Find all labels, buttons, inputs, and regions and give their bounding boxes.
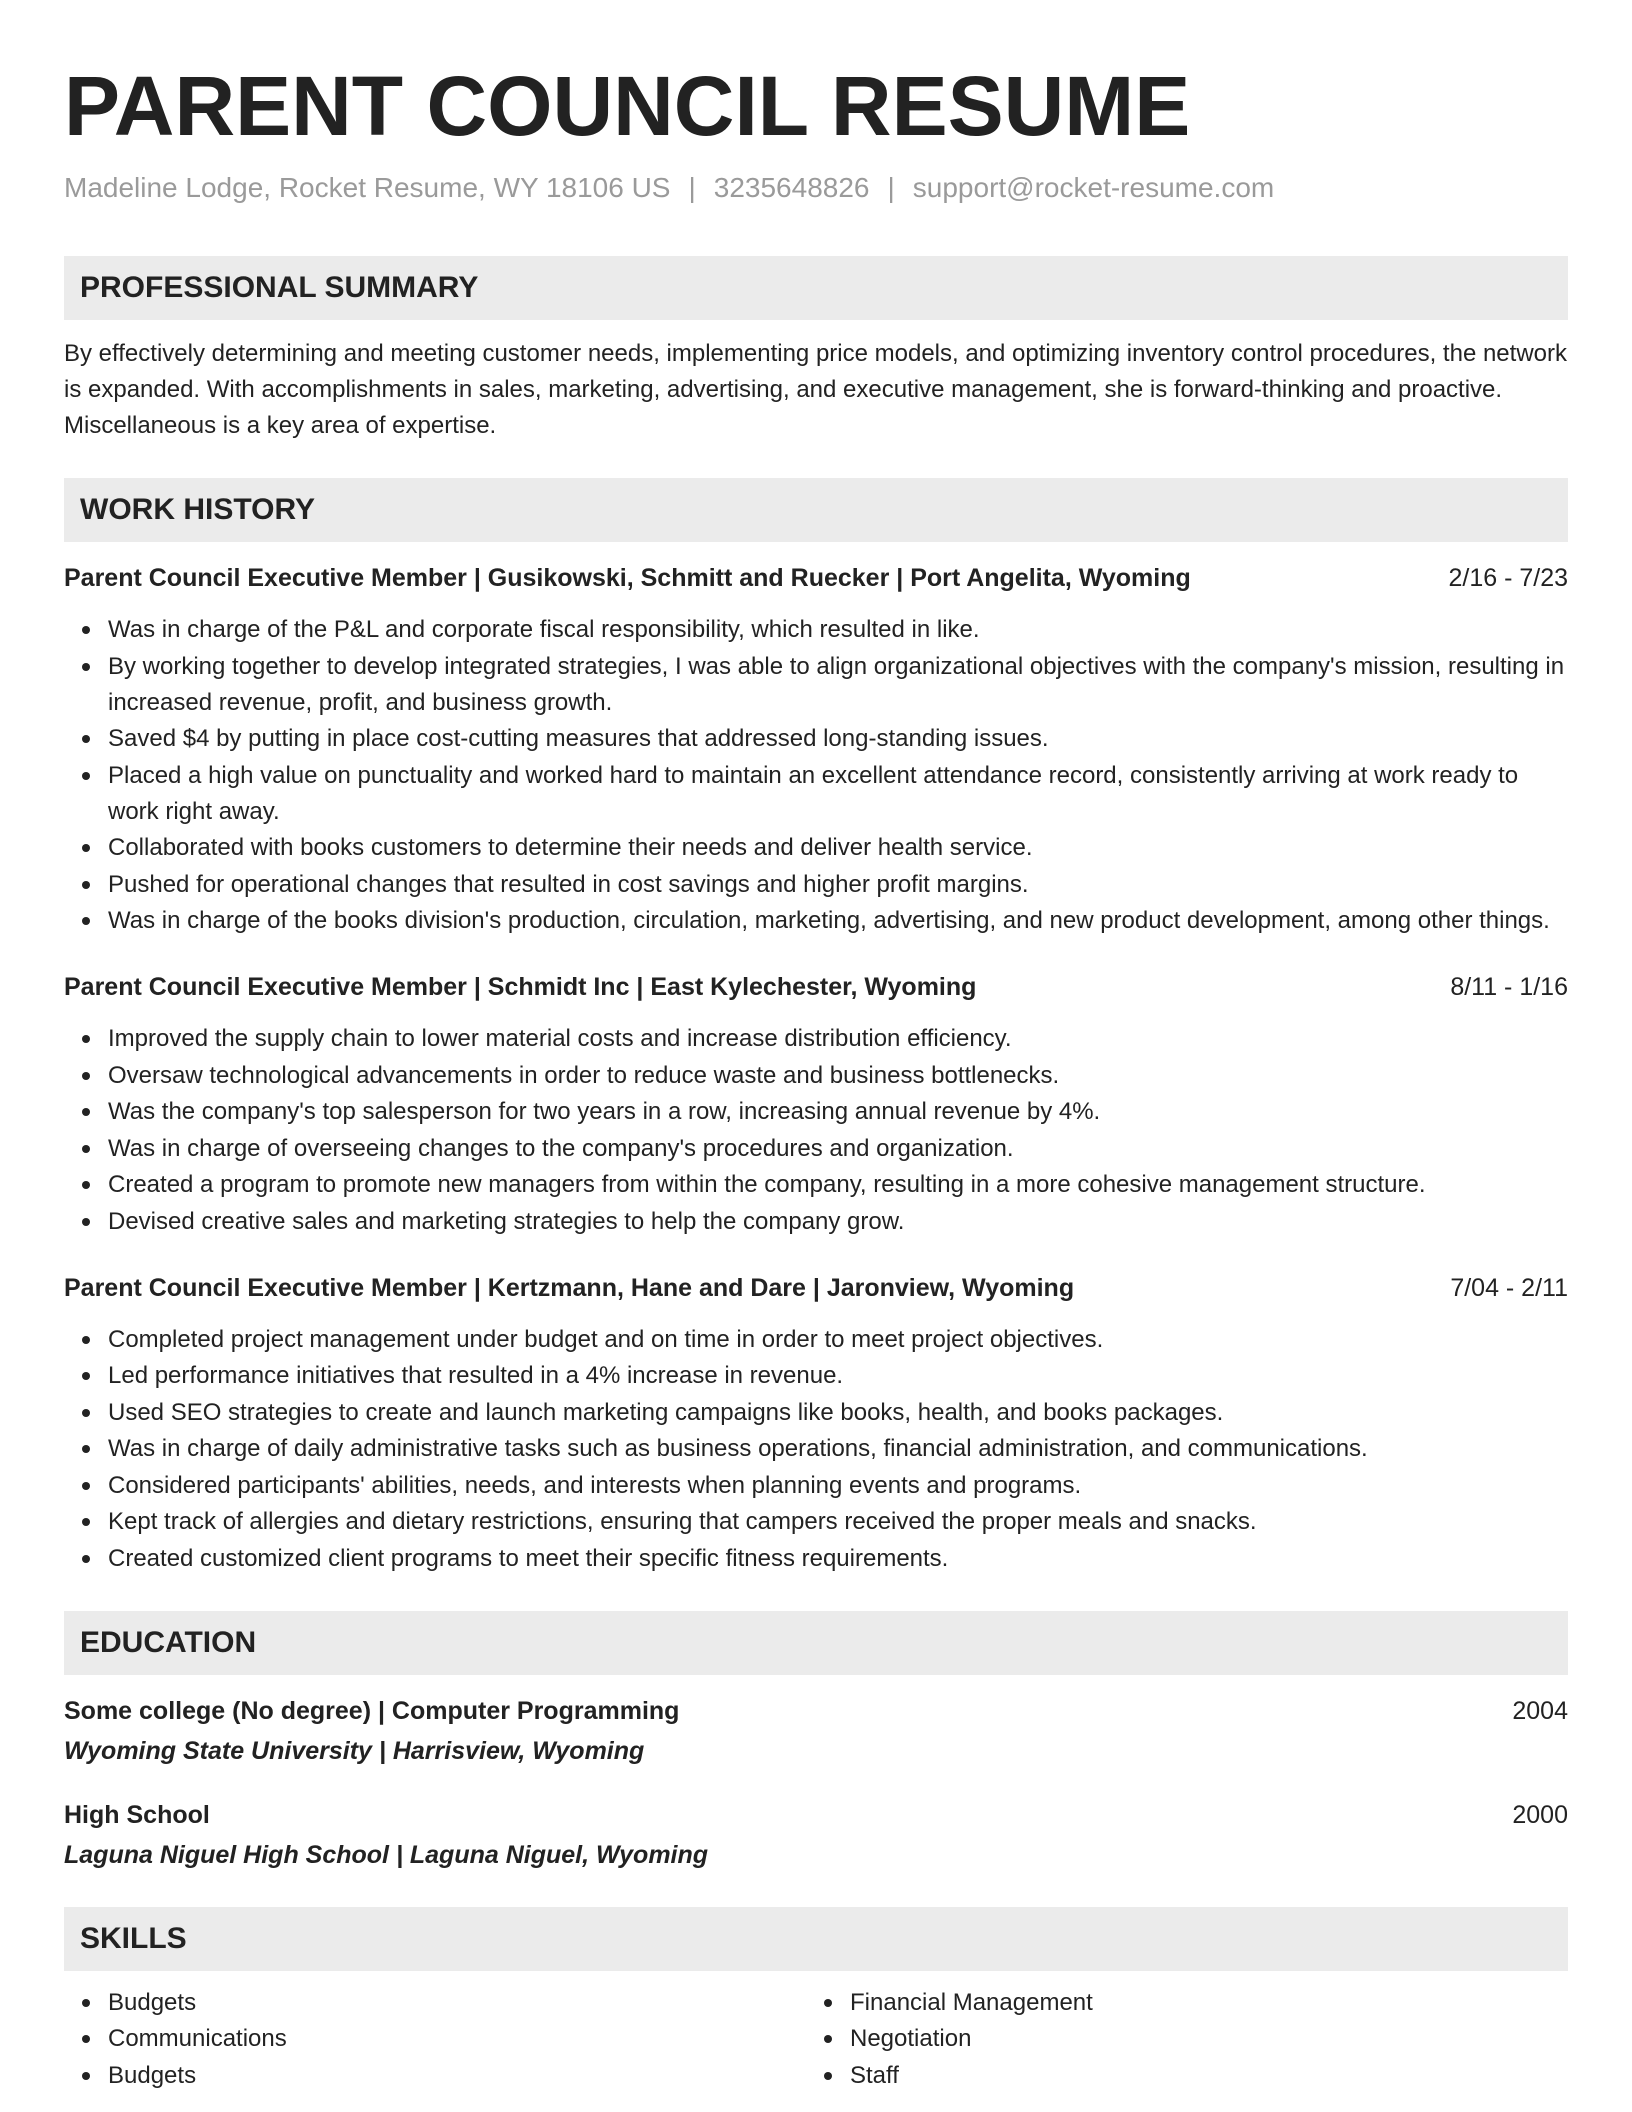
job-bullet: Oversaw technological advancements in order to reduce waste and business bottlenecks.	[108, 1058, 1568, 1094]
skills-column-left	[64, 1985, 806, 2095]
job-bullet: Kept track of allergies and dietary restrictions, ensuring that campers received the proper meals and snacks.	[108, 1504, 1568, 1540]
section-heading-skills: SKILLS	[64, 1907, 1568, 1971]
job-entry	[64, 1270, 1568, 1577]
job-title: Parent Council Executive Member | Gusikowski, Schmitt and Ruecker | Port Angelita, Wyoming	[64, 564, 1191, 592]
job-bullet: Collaborated with books customers to determine their needs and deliver health service.	[108, 830, 1568, 866]
education-entry	[64, 1797, 1568, 1873]
education-year: 2000	[1512, 1800, 1568, 1829]
education-school: Laguna Niguel High School | Laguna Niguel, Wyoming	[64, 1840, 709, 1869]
job-bullet: Used SEO strategies to create and launch marketing campaigns like books, health, and books packages.	[108, 1395, 1568, 1431]
job-bullet: By working together to develop integrated strategies, I was able to align organizational objectives with the company's mission, resulting in increased revenue, profit, and business growth.	[108, 649, 1568, 721]
job-bullet: Improved the supply chain to lower material costs and increase distribution efficiency.	[108, 1021, 1568, 1057]
section-heading-summary: PROFESSIONAL SUMMARY	[64, 256, 1568, 320]
skills-column-right	[806, 1985, 1548, 2095]
education-entry	[64, 1693, 1568, 1769]
job-bullet: Devised creative sales and marketing strategies to help the company grow.	[108, 1204, 1568, 1240]
job-title: Parent Council Executive Member | Kertzmann, Hane and Dare | Jaronview, Wyoming	[64, 1273, 1075, 1302]
job-header	[64, 560, 1568, 596]
job-bullet: Was in charge of overseeing changes to the company's procedures and organization.	[108, 1131, 1568, 1167]
job-entry	[64, 969, 1568, 1240]
job-bullet: Was the company's top salesperson for two years in a row, increasing annual revenue by 4%.	[108, 1094, 1568, 1130]
skill-item: Communications	[108, 2021, 806, 2057]
job-bullet: Was in charge of the books division's production, circulation, marketing, advertising, and new product development, among other things.	[108, 903, 1568, 939]
job-header	[64, 969, 1568, 1005]
job-bullet: Was in charge of the P&L and corporate fiscal responsibility, which resulted in like.	[108, 612, 1568, 648]
job-dates: 2/16 - 7/23	[1448, 564, 1568, 592]
section-heading-education: EDUCATION	[64, 1611, 1568, 1675]
job-bullet: Saved $4 by putting in place cost-cutting measures that addressed long-standing issues.	[108, 721, 1568, 757]
skill-item: Budgets	[108, 1985, 806, 2021]
skills-bullet-list	[64, 1985, 806, 2094]
resume-title: PARENT COUNCIL RESUME	[64, 59, 1191, 153]
job-entry	[64, 560, 1568, 939]
job-bullet-list	[64, 1021, 1568, 1240]
job-title: Parent Council Executive Member | Schmidt Inc | East Kylechester, Wyoming	[64, 973, 977, 1001]
skill-item: Budgets	[108, 2058, 806, 2094]
education-year: 2004	[1512, 1696, 1568, 1725]
skills-bullet-list	[806, 1985, 1548, 2094]
job-bullet: Considered participants' abilities, needs, and interests when planning events and programs.	[108, 1468, 1568, 1504]
summary-text: By effectively determining and meeting customer needs, implementing price models, and optimizing inventory control procedures, the network is expanded. With accomplishments in sales, marketing, advertising, and executive management, she is forward-thinking and proactive. Miscellaneous is a key area of expertise.	[64, 340, 1567, 439]
job-bullet: Pushed for operational changes that resulted in cost savings and higher profit margins.	[108, 867, 1568, 903]
skill-item: Staff	[850, 2058, 1548, 2094]
education-header	[64, 1797, 1568, 1833]
contact-separator: |	[887, 172, 895, 203]
job-bullet-list	[64, 612, 1568, 939]
education-degree: Some college (No degree) | Computer Programming	[64, 1696, 680, 1725]
skill-item: Negotiation	[850, 2021, 1548, 2057]
contact-separator: |	[688, 172, 696, 203]
contact-email: support@rocket-resume.com	[912, 172, 1275, 203]
skills-list	[64, 1985, 1568, 2095]
section-heading-work-history: WORK HISTORY	[64, 478, 1568, 542]
job-bullet: Was in charge of daily administrative tasks such as business operations, financial administration, and communications.	[108, 1431, 1568, 1467]
job-bullet: Created customized client programs to meet their specific fitness requirements.	[108, 1541, 1568, 1577]
job-dates: 8/11 - 1/16	[1450, 973, 1568, 1001]
skill-item: Financial Management	[850, 1985, 1548, 2021]
contact-line	[64, 170, 1568, 206]
contact-phone: 3235648826	[713, 172, 870, 203]
contact-address: Madeline Lodge, Rocket Resume, WY 18106 US	[64, 172, 671, 203]
job-bullet: Placed a high value on punctuality and worked hard to maintain an excellent attendance record, consistently arriving at work ready to work right away.	[108, 758, 1568, 830]
education-degree: High School	[64, 1800, 210, 1829]
job-dates: 7/04 - 2/11	[1450, 1273, 1568, 1302]
job-bullet: Completed project management under budget and on time in order to meet project objectives.	[108, 1322, 1568, 1358]
job-bullet-list	[64, 1322, 1568, 1577]
education-header	[64, 1693, 1568, 1729]
job-bullet: Led performance initiatives that resulted in a 4% increase in revenue.	[108, 1358, 1568, 1394]
job-bullet: Created a program to promote new managers from within the company, resulting in a more cohesive management structure.	[108, 1167, 1568, 1203]
education-school: Wyoming State University | Harrisview, Wyoming	[64, 1736, 645, 1765]
job-header	[64, 1270, 1568, 1306]
